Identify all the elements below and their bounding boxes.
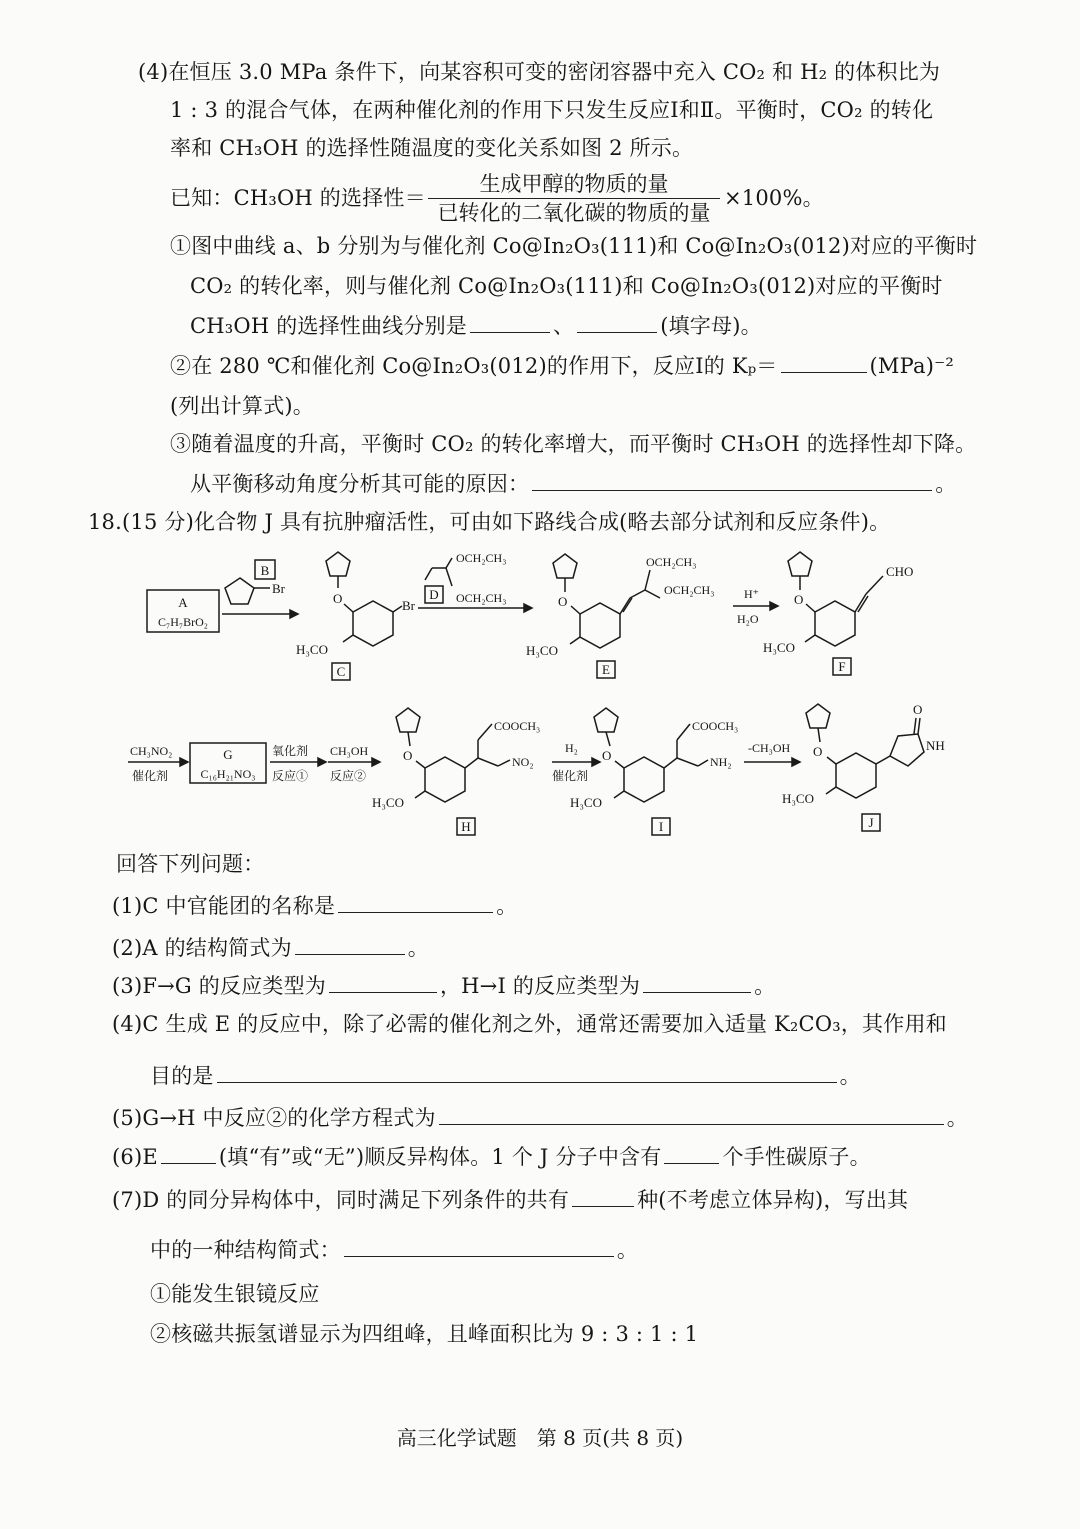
condition-1: ①能发生银镜反应 [150,1282,320,1306]
svg-text:O: O [913,702,923,717]
compound-c-label: C [336,664,346,679]
answer-blank[interactable] [329,974,437,993]
q18-part4-line2: 目的是 。 [150,1064,861,1088]
benzene-ring [815,601,855,646]
answer-blank[interactable] [344,1238,614,1257]
svg-text:NO₂: NO₂ [512,755,534,769]
cyclopentane-ring [326,552,350,576]
answer-blank[interactable] [439,1106,944,1125]
cyclopentane-ring [396,708,420,732]
sub2-line2: (列出计算式)。 [170,394,314,418]
q17-4-line3: 率和 CH₃OH 的选择性随温度的变化关系如图 2 所示。 [170,136,694,160]
benzene-ring [425,757,465,802]
compound-a-label: A [178,595,188,610]
q18-part6: (6)E (填“有”或“无”)顺反异构体。1 个 J 分子中含有 个手性碳原子。 [112,1145,871,1169]
svg-text:H₂: H₂ [565,741,578,755]
svg-text:-CH₃OH: -CH₃OH [748,741,791,755]
answer-blank[interactable] [161,1145,216,1164]
benzene-ring [624,757,664,802]
svg-text:反应①: 反应① [272,769,309,783]
known-prefix: 已知：CH₃OH 的选择性＝ [170,186,426,210]
svg-text:O: O [794,592,804,607]
selectivity-fraction [428,171,720,226]
compound-f-label: F [838,659,846,674]
compound-j-label: J [868,815,874,830]
svg-text:催化剂: 催化剂 [552,769,589,783]
compound-g-formula: C₁₆H₂₁NO₃ [200,767,256,781]
answer-prompt: 回答下列问题： [116,852,265,876]
answer-blank[interactable] [643,974,751,993]
cyclopentane-ring [806,704,830,728]
svg-text:CH₃OH: CH₃OH [330,744,369,758]
sub1-line1: ①图中曲线 a、b 分别为与催化剂 Co@In₂O₃(111)和 Co@In₂O₃(012)对应的平衡时 [170,234,978,258]
svg-text:H₃CO: H₃CO [782,791,814,806]
q18-part7-line2: 中的一种结构简式： 。 [150,1238,639,1262]
svg-text:反应②: 反应② [330,769,367,783]
q18-part1: (1)C 中官能团的名称是 。 [112,894,518,918]
compound-e-label: E [602,662,610,677]
answer-blank[interactable] [577,314,657,333]
svg-text:OCH₂CH₃: OCH₂CH₃ [456,591,507,605]
svg-text:O: O [333,591,343,606]
benzene-ring [580,603,620,648]
svg-text:COOCH₃: COOCH₃ [692,719,739,733]
answer-blank[interactable] [217,1064,837,1083]
compound-b-label: B [260,563,270,578]
svg-text:CHO: CHO [886,564,914,579]
cyclopentane-ring [788,552,812,576]
benzene-ring [836,753,876,798]
fraction-numerator: 生成甲醇的物质的量 [479,172,669,196]
svg-text:OCH₂CH₃: OCH₂CH₃ [664,583,715,597]
fraction-denominator: 已转化的二氧化碳的物质的量 [437,201,711,225]
svg-text:CH₃NO₂: CH₃NO₂ [130,744,173,758]
answer-blank[interactable] [470,314,550,333]
q17-4-line1: (4)在恒压 3.0 MPa 条件下，向某容积可变的密闭容器中充入 CO₂ 和 H₂ 的体积比为 [138,60,941,84]
q17-4-line2: 1 : 3 的混合气体，在两种催化剂的作用下只发生反应Ⅰ和Ⅱ。平衡时，CO₂ 的转化 [170,98,934,122]
cyclopentane-ring [594,708,618,732]
svg-text:H⁺: H⁺ [744,587,759,601]
svg-text:OCH₂CH₃: OCH₂CH₃ [456,551,507,565]
svg-text:H₃CO: H₃CO [763,640,795,655]
svg-text:H₃CO: H₃CO [526,643,558,658]
q18-part3: (3)F→G 的反应类型为 ，H→I 的反应类型为 。 [112,974,776,998]
sub2-line1: ②在 280 ℃和催化剂 Co@In₂O₃(012)的作用下，反应Ⅰ的 Kₚ＝ (MPa)⁻² [170,354,955,378]
svg-text:氧化剂: 氧化剂 [272,744,309,758]
svg-text:O: O [558,594,568,609]
cyclopentane-ring [225,578,254,604]
answer-blank[interactable] [572,1188,634,1207]
svg-text:H₃CO: H₃CO [296,642,328,657]
svg-text:O: O [813,744,823,759]
svg-text:H₃CO: H₃CO [570,795,602,810]
sub1-line3: CH₃OH 的选择性曲线分别是 、 (填字母)。 [190,314,762,338]
synthesis-scheme [0,540,1080,850]
svg-text:COOCH₃: COOCH₃ [494,719,541,733]
svg-text:Br: Br [272,581,285,596]
answer-blank[interactable] [295,936,405,955]
svg-text:NH₂: NH₂ [710,755,732,769]
q18-part5: (5)G→H 中反应②的化学方程式为 。 [112,1106,968,1130]
answer-blank[interactable] [664,1145,719,1164]
benzene-ring [353,601,393,646]
compound-i-label: I [658,819,664,834]
answer-blank[interactable] [532,472,932,491]
svg-text:NH: NH [926,738,945,753]
condition-2: ②核磁共振氢谱显示为四组峰，且峰面积比为 9 : 3 : 1 : 1 [150,1322,699,1346]
svg-text:Br: Br [402,598,415,613]
answer-blank[interactable] [781,354,867,373]
svg-text:催化剂: 催化剂 [132,769,169,783]
sub3-line2: 从平衡移动角度分析其可能的原因： 。 [190,472,957,496]
pyrrolidinone-ring [890,734,924,766]
compound-d-label: D [429,587,439,602]
cyclopentane-ring [553,554,577,578]
known-suffix: ×100%。 [724,186,824,210]
q18-part4-line1: (4)C 生成 E 的反应中，除了必需的催化剂之外，通常还需要加入适量 K₂CO₃，其作用和 [112,1012,947,1036]
answer-blank[interactable] [338,894,493,913]
svg-text:O: O [403,748,413,763]
sub1-line2: CO₂ 的转化率，则与催化剂 Co@In₂O₃(111)和 Co@In₂O₃(012)对应的平衡时 [190,274,943,298]
compound-h-label: H [461,819,471,834]
q18-intro: 18.(15 分)化合物 J 具有抗肿瘤活性，可由如下路线合成(略去部分试剂和反应条件)。 [88,510,891,534]
compound-g-label: G [223,747,233,762]
svg-text:OCH₂CH₃: OCH₂CH₃ [646,555,697,569]
svg-text:H₂O: H₂O [737,612,759,626]
sub3-line1: ③随着温度的升高，平衡时 CO₂ 的转化率增大，而平衡时 CH₃OH 的选择性却下降。 [170,432,977,456]
q18-part7-line1: (7)D 的同分异构体中，同时满足下列条件的共有 种(不考虑立体异构)，写出其 [112,1188,909,1212]
svg-text:H₃CO: H₃CO [372,795,404,810]
q18-part2: (2)A 的结构简式为 。 [112,936,429,960]
page-footer: 高三化学试题 第 8 页(共 8 页) [396,1426,684,1450]
compound-a-formula: C₇H₇BrO₂ [158,615,208,629]
svg-text:O: O [602,748,612,763]
